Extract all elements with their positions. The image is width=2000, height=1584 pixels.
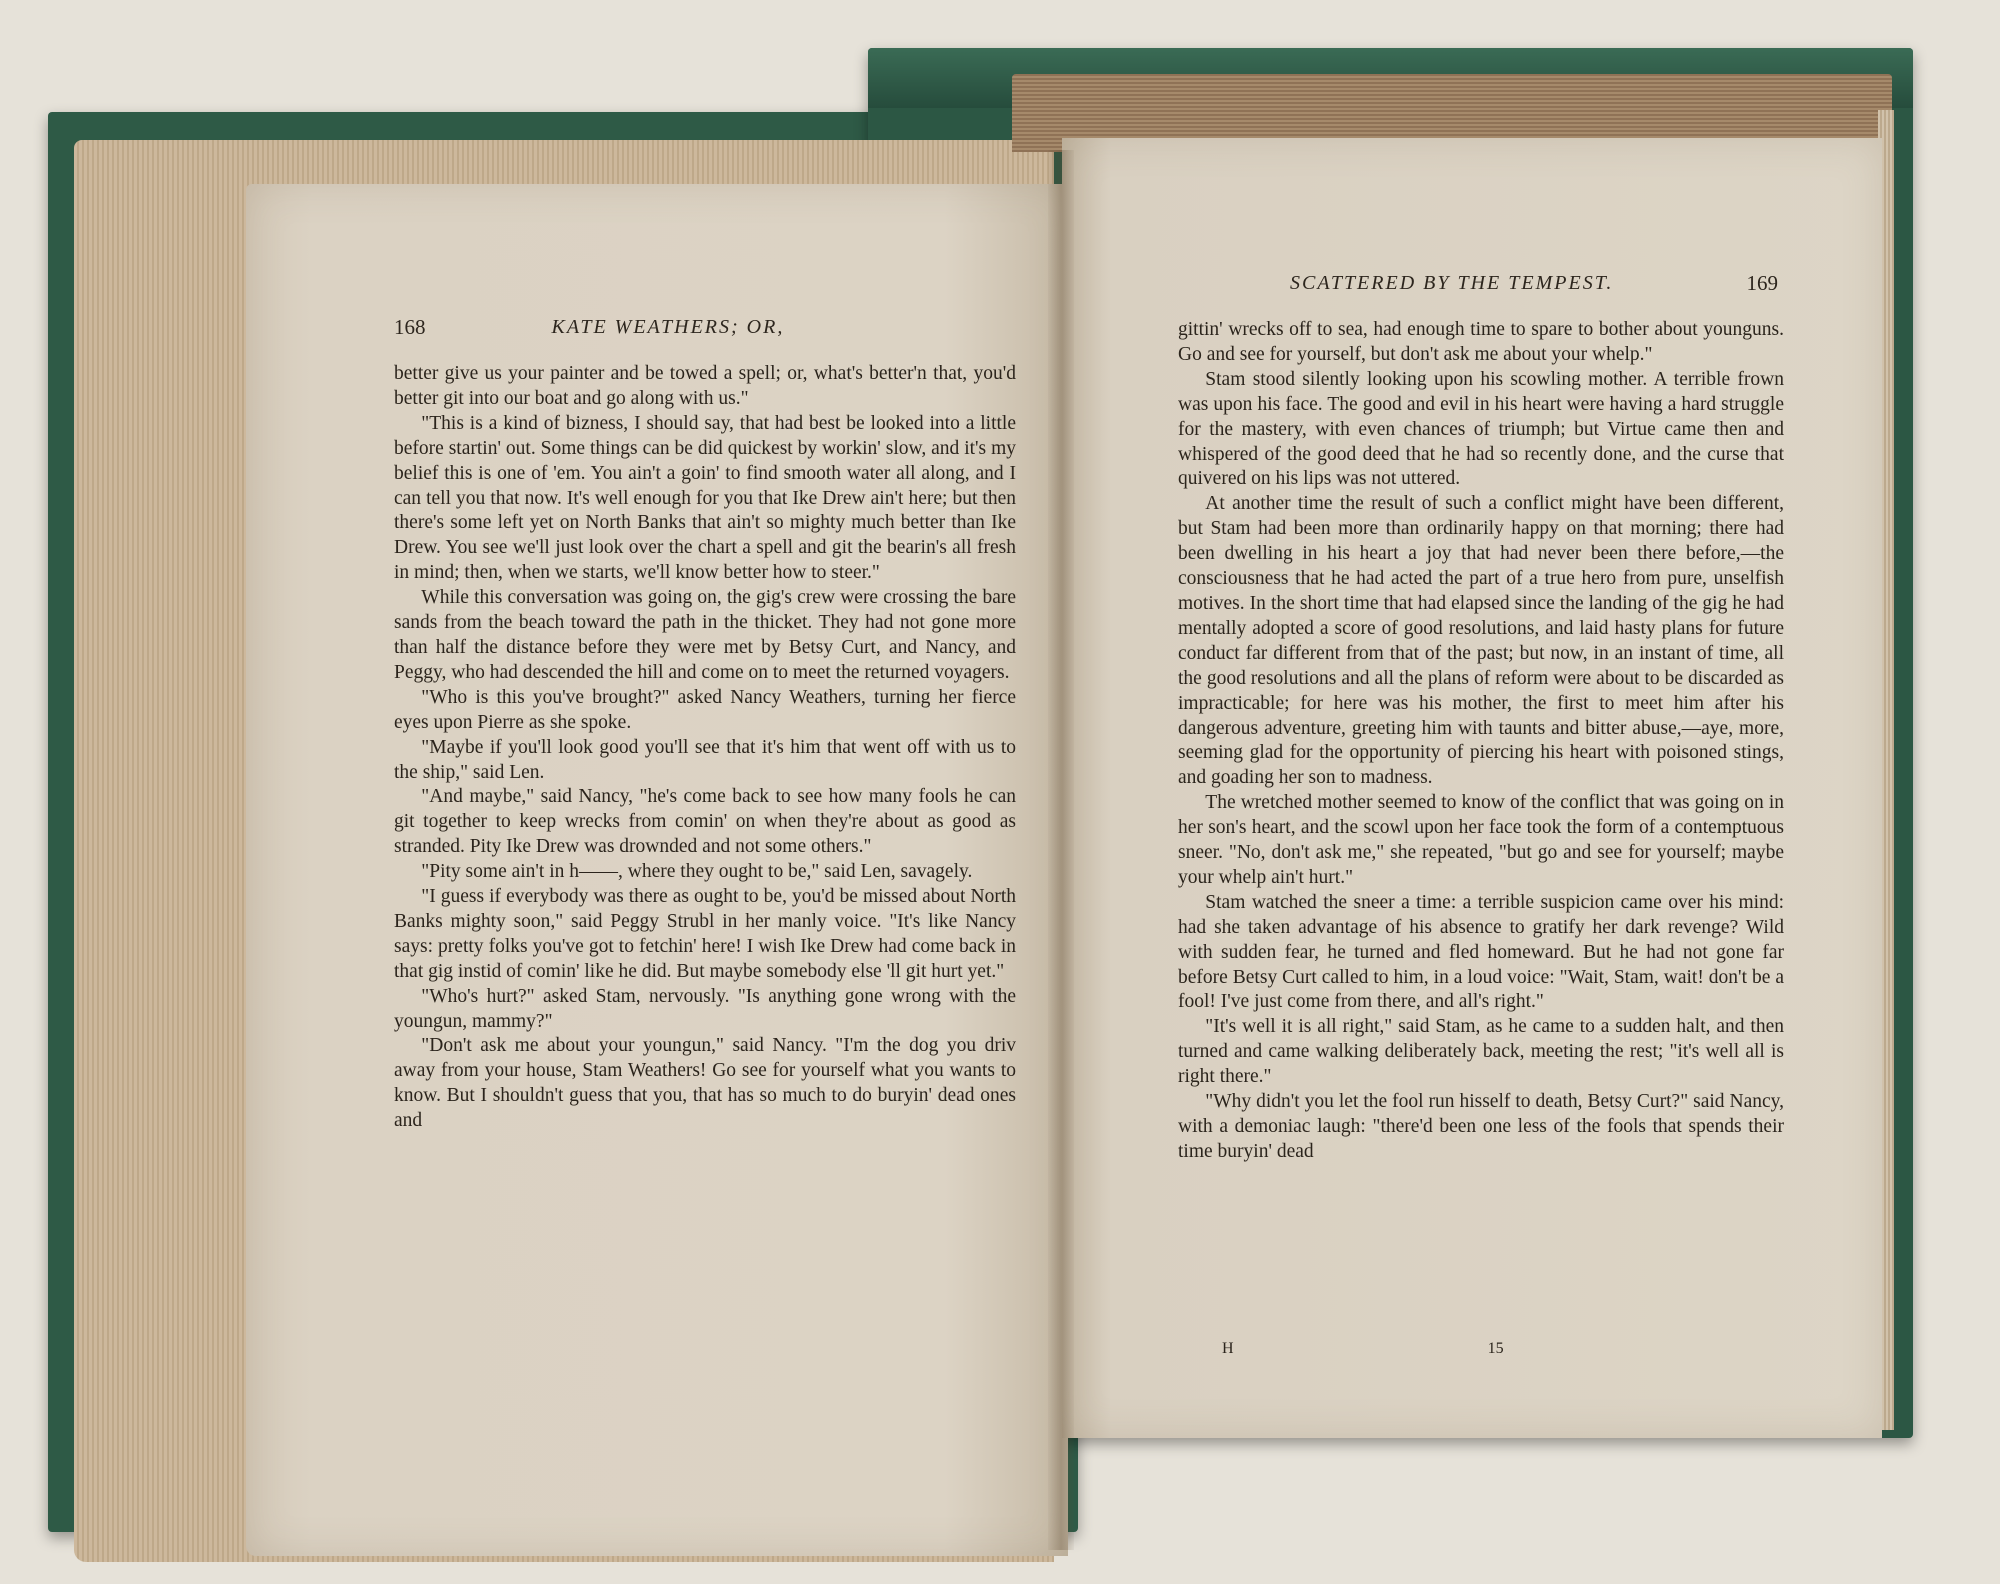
paragraph: "Maybe if you'll look good you'll see that it's him that went off with us to the ship," said Len. <box>394 736 1016 783</box>
paragraph: better give us your painter and be towed a spell; or, what's better'n that, you'd better git into our boat and go along with us." <box>394 363 1016 409</box>
paragraph: "I guess if everybody was there as ought to be, you'd be missed about North Banks mighty soon," said Peggy Strubl in her manly voice. "It's like Nancy says: pretty folks you've got to fetchin' here! I wish Ike Drew had come back in that gig instid of comin' like he did. But maybe somebody else 'll git hurt yet." <box>394 886 1016 982</box>
right-page-body <box>1178 318 1784 1165</box>
paragraph: "Who's hurt?" asked Stam, nervously. "Is anything gone wrong with the youngun, mammy?" <box>394 985 1016 1032</box>
left-page-body <box>394 362 1016 1134</box>
right-page-header <box>1178 268 1778 298</box>
paragraph: "Pity some ain't in h——, where they ought to be," said Len, savagely. <box>421 861 973 883</box>
signature-mark: H <box>1222 1340 1234 1357</box>
paragraph: "Who is this you've brought?" asked Nancy Weathers, turning her fierce eyes upon Pierre as she spoke. <box>394 686 1016 733</box>
signature-line <box>1222 1340 1722 1358</box>
paragraph: Stam watched the sneer a time: a terrible suspicion came over his mind: had she taken advantage of his absence to gratify her dark revenge? Wild with sudden fear, he turned and fled homeward. But he had not gone far before Betsy Curt called to him, in a loud voice: "Wait, Stam, wait! don't be a fool! I've just come from there, and all's right." <box>1178 891 1784 1013</box>
paragraph: gittin' wrecks off to sea, had enough time to spare to bother about younguns. Go and see for yourself, but don't ask me about your whelp." <box>1178 319 1784 365</box>
paragraph: While this conversation was going on, the gig's crew were crossing the bare sands from the beach toward the path in the thicket. They had not gone more than half the distance before they were met by Betsy Curt, and Nancy, and Peggy, who had descended the hill and come on to meet the returned voyagers. <box>394 587 1016 683</box>
paragraph: "Why didn't you let the fool run hisself to death, Betsy Curt?" said Nancy, with a demoniac laugh: "there'd been one less of the fools that spends their time buryin' dead <box>1178 1091 1784 1162</box>
paragraph: "And maybe," said Nancy, "he's come back to see how many fools he can git together to keep wrecks from comin' on when they're about as good as stranded. Pity Ike Drew was drownded and not some others." <box>394 786 1016 858</box>
left-running-title: KATE WEATHERS; OR, <box>551 315 785 338</box>
right-running-title: SCATTERED BY THE TEMPEST. <box>1290 271 1614 294</box>
paragraph: "This is a kind of bizness, I should say, that had best be looked into a little before startin' out. Some things can be did quickest by workin' slow, and it's my belief this is one of 'em. You ain't a goin' to find smooth water all along, and I can tell you that now. It's well enough for you that Ike Drew ain't here; but then there's some left yet on North Banks that ain't so mighty much better than Ike Drew. You see we'll just look over the chart a spell and git the bearin's all fresh in mind; then, when we starts, we'll know better how to steer." <box>394 412 1016 584</box>
right-page-number: 169 <box>1746 270 1778 295</box>
left-page-number: 168 <box>394 314 426 339</box>
paragraph: The wretched mother seemed to know of the conflict that was going on in her son's heart, and the scowl upon her face took the form of a contemptuous sneer. "No, don't ask me," she repeated, "but go and see for yourself; maybe your whelp ain't hurt." <box>1178 792 1784 888</box>
book-gutter <box>1048 150 1074 1550</box>
signature-number: 15 <box>1487 1340 1504 1357</box>
paragraph: Stam stood silently looking upon his scowling mother. A terrible frown was upon his face. The good and evil in his heart were having a hard struggle for the mastery, with even chances of triumph; but Virtue came then and whispered of the good deed that he had so recently done, and the curse that quivered on his lips was not uttered. <box>1178 368 1784 490</box>
paragraph: At another time the result of such a conflict might have been different, but Stam had been more than ordinarily happy on that morning; there had been dwelling in his heart a joy that had never been there before,—the consciousness that he had acted the part of a true hero from pure, unselfish motives. In the short time that had elapsed since the landing of the gig he had mentally adopted a score of good resolutions, and laid hasty plans for future conduct far different from that of the past; but now, in an instant of time, all the good resolutions and all the plans of reform were about to be discarded as impracticable; for here was his mother, the first to meet him after his dangerous adventure, greeting him with taunts and bitter abuse,—aye, more, seeming glad for the opportunity of piercing his heart with poisoned stings, and goading her son to madness. <box>1178 493 1784 789</box>
left-page-header <box>394 312 1016 342</box>
paragraph: "Don't ask me about your youngun," said Nancy. "I'm the dog you driv away from your house, Stam Weathers! Go see for yourself what you wants to know. But I shouldn't guess that you, that has so much to do buryin' dead ones and <box>394 1035 1016 1132</box>
paragraph: "It's well it is all right," said Stam, as he came to a sudden halt, and then turned and came walking deliberately back, meeting the rest; "it's well all is right there." <box>1178 1016 1784 1088</box>
